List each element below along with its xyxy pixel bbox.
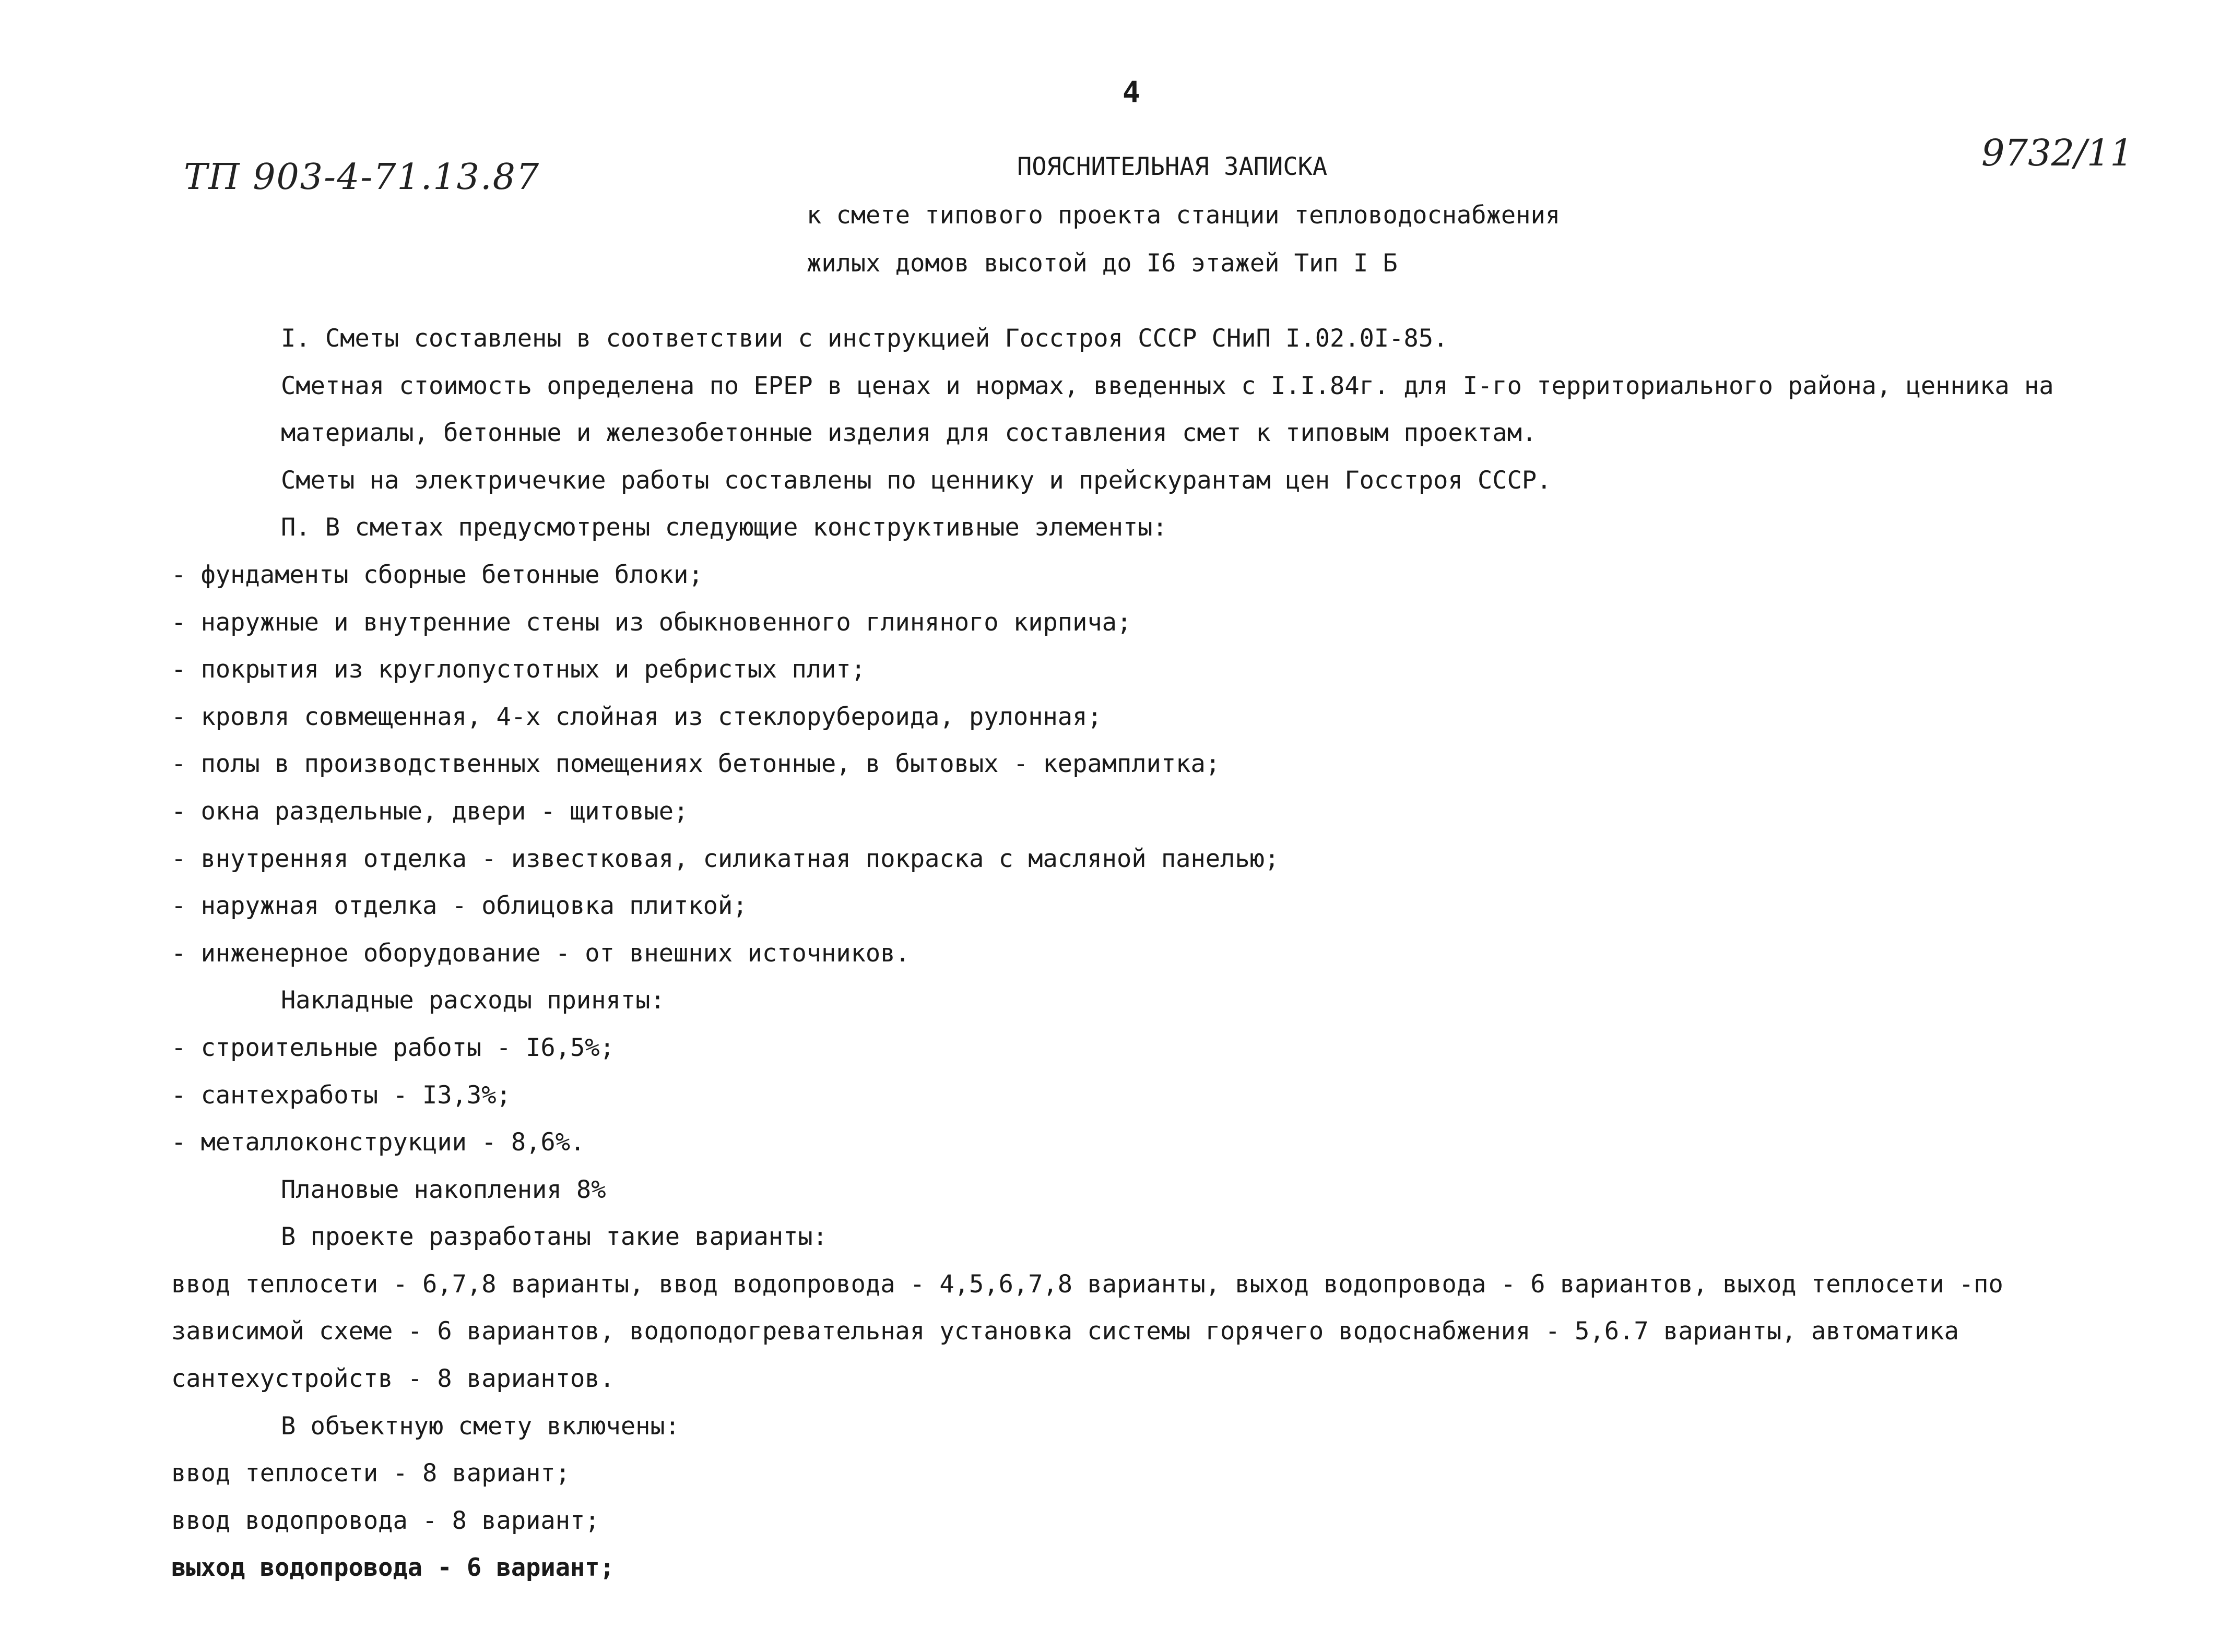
document-subtitle-line-2: жилых домов высотой до I6 этажей Тип I Б: [807, 249, 1398, 278]
paragraph-structural-elements-intro: П. В сметах предусмотрены следующие конструктивные элементы:: [281, 513, 1167, 542]
list-item-structural-element: - полы в производственных помещениях бетонные, в бытовых - керамплитка;: [171, 750, 1221, 779]
variants-text: ввод теплосети - 6,7,8 варианты, ввод водопровода - 4,5,6,7,8 варианты, выход водопровода - 6 вариантов, выход теплосети -по зависимой схеме - 6 вариантов, водоподогревательная установка системы горячего водоснабжения - 5,6.7 варианты, автоматика сантехустройств - 8 вариантов.: [171, 1269, 2003, 1394]
document-subtitle-line-1: к смете типового проекта станции тепловодоснабжения: [807, 201, 1561, 230]
list-item-overhead: - сантехработы - I3,3%;: [171, 1080, 511, 1110]
included-heading: В объектную смету включены:: [281, 1411, 680, 1441]
variants-heading: В проекте разработаны такие варианты:: [281, 1222, 828, 1252]
list-item-overhead: - строительные работы - I6,5%;: [171, 1033, 615, 1062]
planned-savings: Плановые накопления 8%: [281, 1175, 606, 1204]
list-item-structural-element: - наружная отделка - облицовка плиткой;: [171, 892, 748, 921]
list-item-overhead: - металлоконструкции - 8,6%.: [171, 1128, 585, 1157]
paragraph-electrical-works: Сметы на электричечкие работы составлены по ценнику и прейскурантам цен Госстроя СССР.: [281, 466, 1552, 495]
document-body: [171, 315, 2134, 1592]
list-item-structural-element: - инженерное оборудование - от внешних источников.: [171, 938, 910, 968]
paragraph-estimates-compiled: I. Сметы составлены в соответствии с инструкцией Госстроя СССР СНиП I.02.0I-85.: [281, 324, 1448, 353]
list-item-included: ввод водопровода - 8 вариант;: [171, 1506, 600, 1535]
handwritten-project-code: ТП 903-4-71.13.87: [184, 157, 540, 198]
list-item-structural-element: - фундаменты сборные бетонные блоки;: [171, 560, 703, 589]
list-item-included: выход водопровода - 6 вариант;: [171, 1553, 615, 1583]
list-item-structural-element: - наружные и внутренние стены из обыкновенного глиняного кирпича;: [171, 608, 1132, 637]
paragraph-cost-basis: Сметная стоимость определена по ЕРЕР в ценах и нормах, введенных с I.I.84г. для I-го территориального района, ценника на материалы, бетонные и железобетонные изделия для составления смет к типовым проектам.: [281, 371, 2054, 448]
list-item-structural-element: - кровля совмещенная, 4-х слойная из стеклорубероида, рулонная;: [171, 702, 1102, 731]
list-item-structural-element: - внутренняя отделка - известковая, силикатная покраска с масляной панелью;: [171, 844, 1280, 873]
list-item-structural-element: - окна раздельные, двери - щитовые;: [171, 797, 689, 826]
list-item-included: ввод теплосети - 8 вариант;: [171, 1459, 571, 1488]
page-number: 4: [1123, 76, 1140, 110]
list-item-structural-element: - покрытия из круглопустотных и ребристых плит;: [171, 655, 866, 684]
handwritten-document-number: 9732/11: [1981, 132, 2133, 174]
overhead-heading: Накладные расходы приняты:: [281, 986, 665, 1015]
document-title: ПОЯСНИТЕЛЬНАЯ ЗАПИСКА: [1017, 152, 1328, 181]
